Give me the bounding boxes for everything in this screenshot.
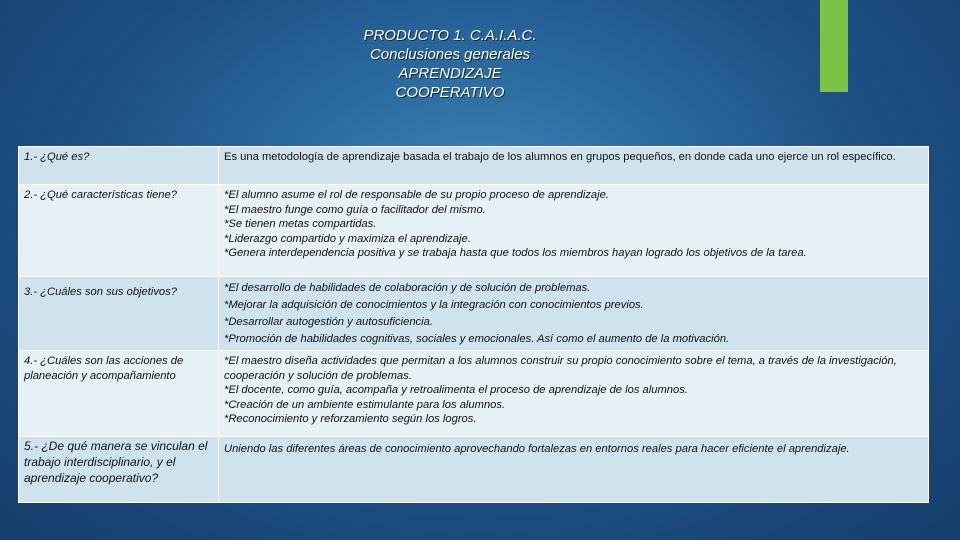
title-line-4: COOPERATIVO (395, 84, 505, 101)
answer-cell (219, 147, 929, 185)
table-row (19, 437, 929, 503)
title-line-1: PRODUCTO 1. C.A.I.A.C. (363, 27, 537, 44)
answer-cell (219, 185, 929, 277)
accent-bar (820, 0, 848, 92)
answer-line: *El desarrollo de habilidades de colaboración y de solución de problemas. (224, 282, 591, 294)
answer-line: Es una metodología de aprendizaje basada el trabajo de los alumnos en grupos pequeños, en donde cada uno ejerce un rol específico. (224, 151, 896, 163)
table-row (19, 147, 929, 185)
table-row (19, 185, 929, 277)
question-cell: 4.- ¿Cuáles son las acciones de planeación y acompañamiento (19, 351, 219, 437)
answer-line: *Reconocimiento y reforzamiento según los logros. (224, 413, 477, 426)
conclusions-table (18, 146, 929, 503)
answer-line: *Genera interdependencia positiva y se trabaja hasta que todos los miembros hayan logrado los objetivos de la tarea. (224, 247, 807, 260)
table-row (19, 351, 929, 437)
question-cell: 2.- ¿Qué características tiene? (19, 185, 219, 277)
answer-line: *Liderazgo compartido y maximiza el aprendizaje. (224, 232, 471, 245)
question-cell: 1.- ¿Qué es? (19, 147, 219, 185)
answer-line: *El docente, como guía, acompaña y retroalimenta el proceso de aprendizaje de los alumnos. (224, 384, 688, 397)
question-cell (19, 277, 219, 351)
answer-line: *Mejorar la adquisición de conocimientos y la integración con conocimientos previos. (224, 299, 644, 311)
answer-line: *Se tienen metas compartidas. (224, 218, 377, 231)
answer-cell (219, 277, 929, 351)
table-row (19, 277, 929, 351)
answer-line: *Creación de un ambiente estimulante para los alumnos. (224, 398, 506, 411)
answer-cell (219, 437, 929, 503)
title-line-3: APRENDIZAJE (398, 65, 502, 82)
answer-line: *El alumno asume el rol de responsable de su propio proceso de aprendizaje. (224, 189, 609, 201)
answer-line: *Promoción de habilidades cognitivas, sociales y emocionales. Así como el aumento de la motivación. (224, 333, 730, 345)
answer-line: Uniendo las diferentes áreas de conocimiento aprovechando fortalezas en entornos reales para hacer eficiente el aprendizaje. (224, 443, 850, 455)
slide-title (300, 26, 600, 102)
question-cell: 5.- ¿De qué manera se vinculan el trabajo interdisciplinario, y el aprendizaje cooperativo? (19, 437, 219, 503)
title-line-2: Conclusiones generales (369, 46, 531, 63)
answer-line: *El maestro funge como guía o facilitador del mismo. (224, 203, 486, 216)
answer-line: *El maestro diseña actividades que permitan a los alumnos construir su propio conocimiento sobre el tema, a través de la investigación, cooperación y solución de problemas. (224, 355, 897, 382)
answer-cell (219, 351, 929, 437)
question-text: 3.- ¿Cuáles son sus objetivos? (24, 286, 177, 298)
answer-line: *Desarrollar autogestión y autosuficiencia. (224, 316, 433, 328)
